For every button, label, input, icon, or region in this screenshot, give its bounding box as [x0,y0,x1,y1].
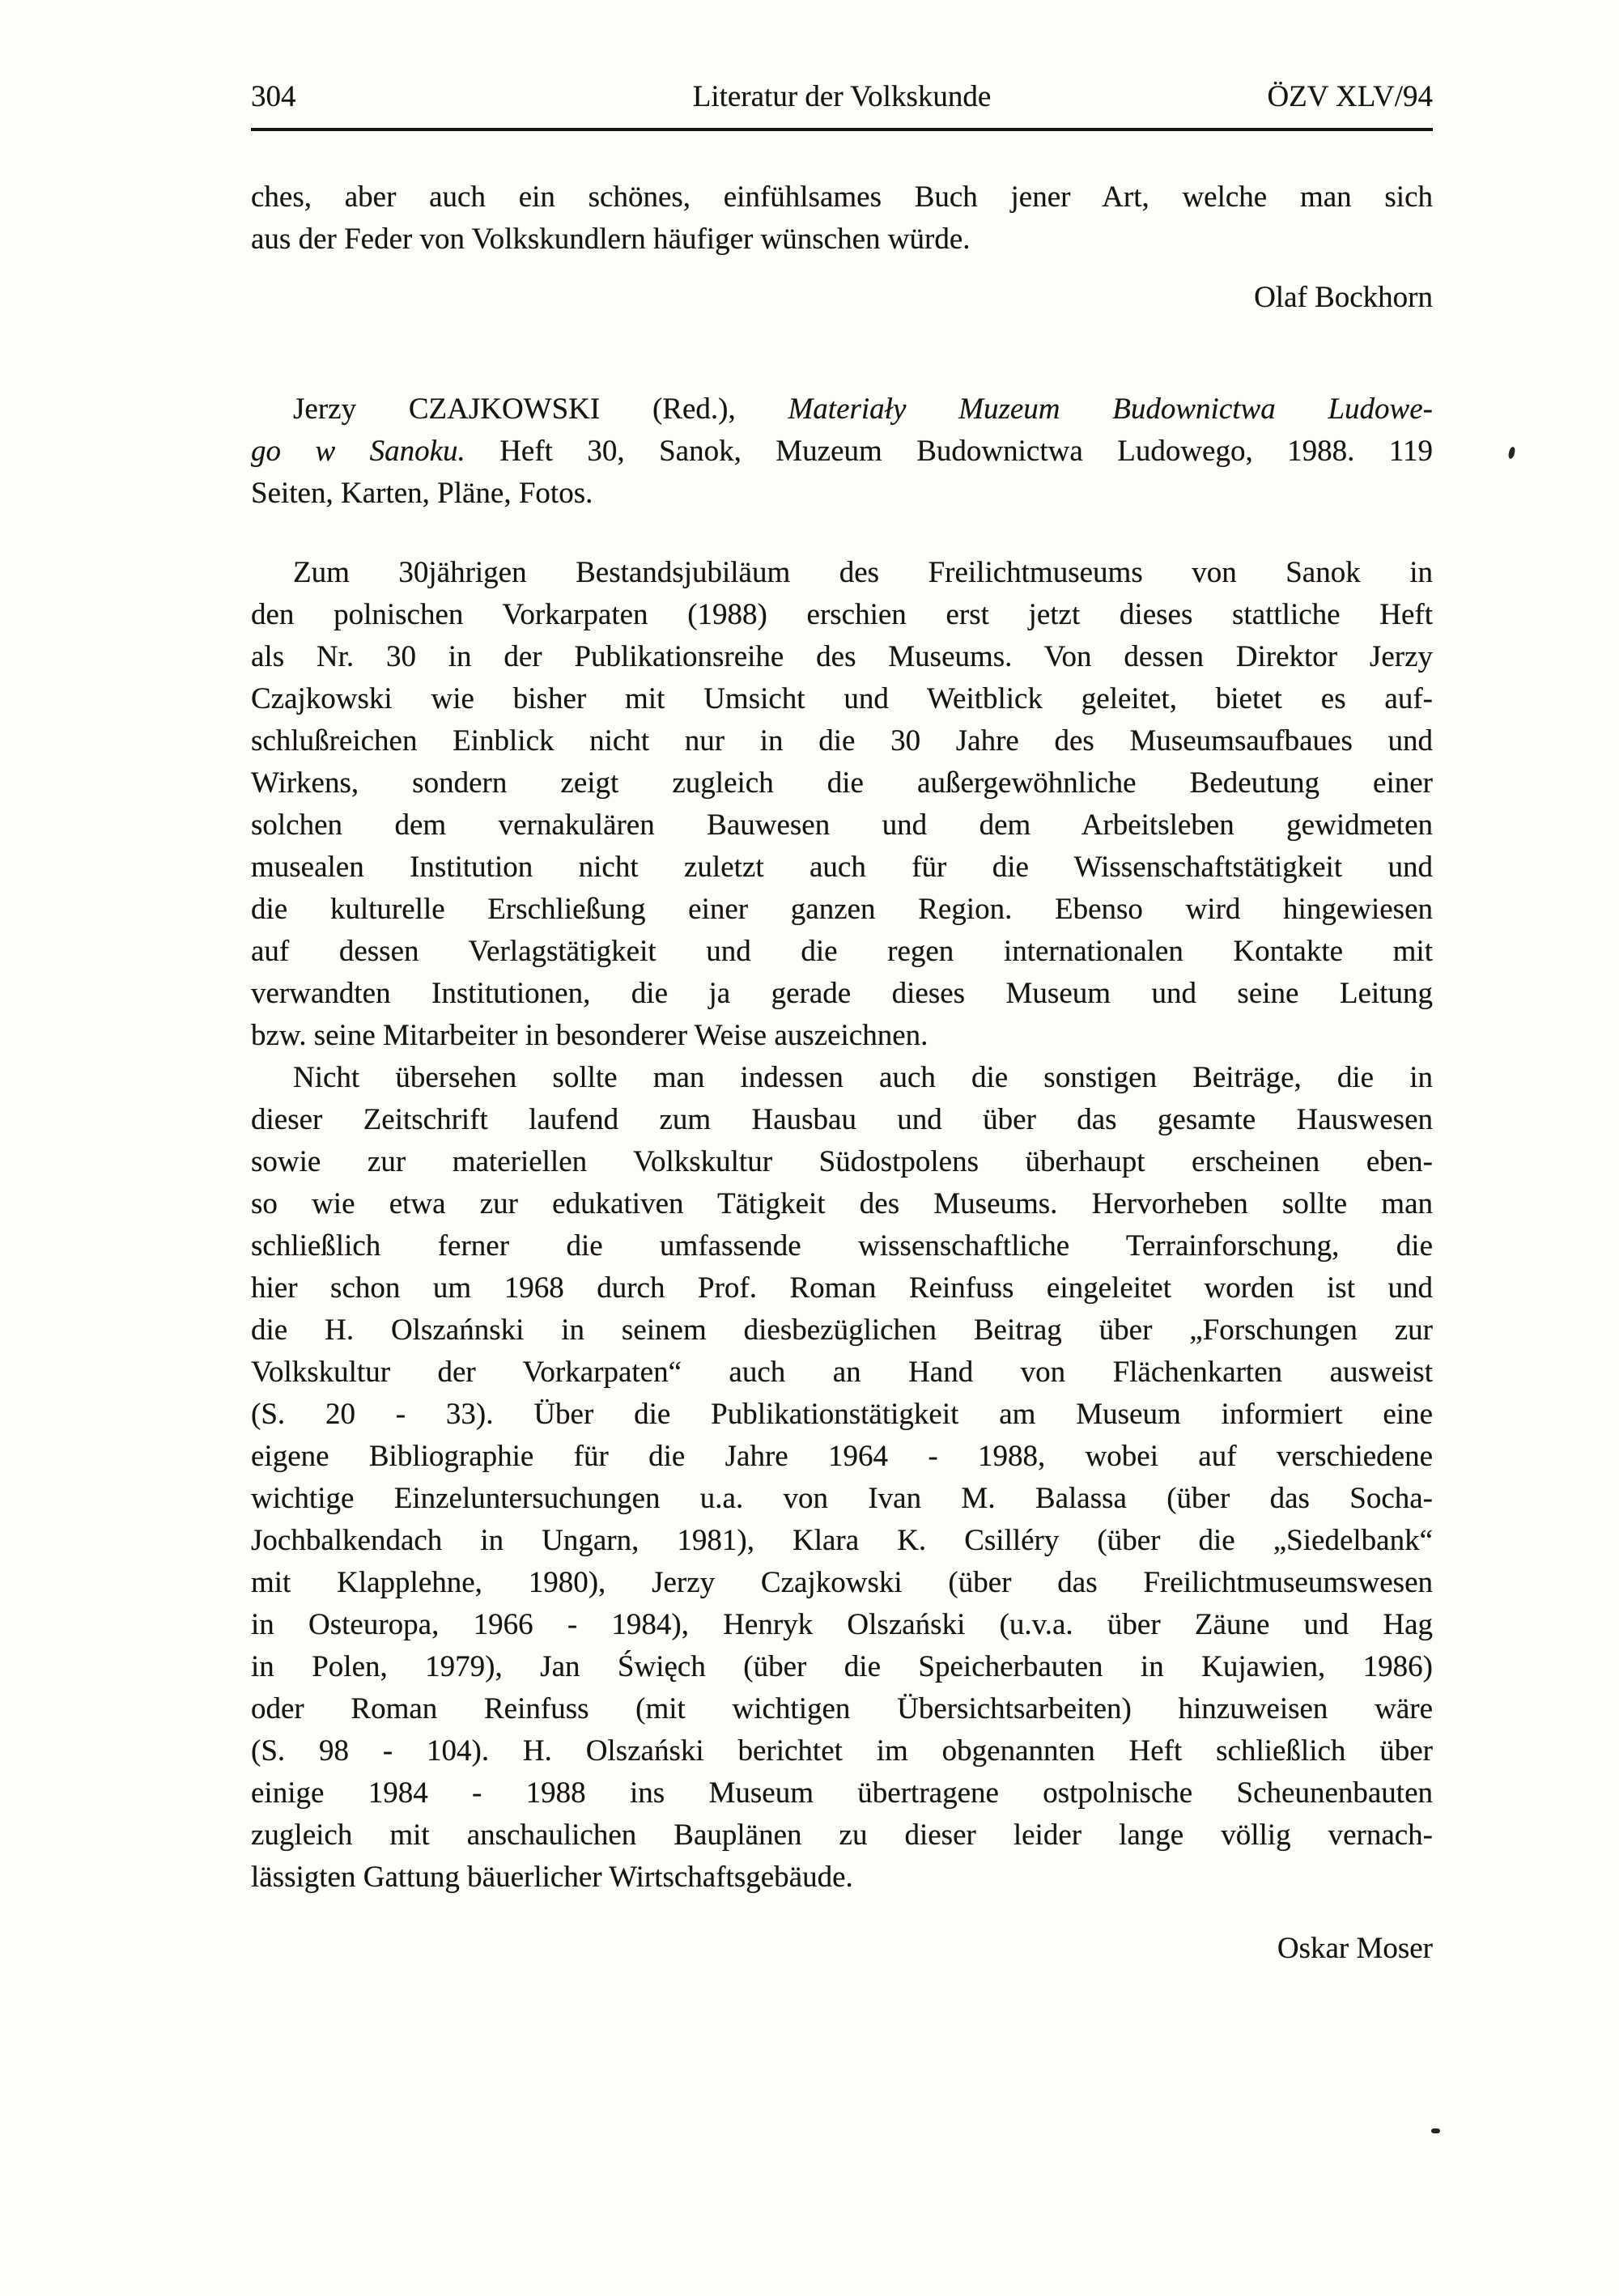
text-line: hier schon um 1968 durch Prof. Roman Reinfuss eingeleitet worden ist und [251,1271,1433,1305]
text-line: eigene Bibliographie für die Jahre 1964 - 1988, wobei auf verschiedene [251,1440,1433,1473]
italic-title-text: Materiały Muzeum Budownictwa Ludowe- [788,393,1433,426]
text-line: so wie etwa zur edukativen Tätigkeit des Museums. Hervorheben sollte man [251,1187,1433,1220]
text-line: dieser Zeitschrift laufend zum Hausbau und über das gesamte Hauswesen [251,1103,1433,1136]
text-line: in Polen, 1979), Jan Święch (über die Speicherbauten in Kujawien, 1986) [251,1650,1433,1683]
intro-paragraph-continuation [251,176,1433,261]
text-line: oder Roman Reinfuss (mit wichtigen Übersichtsarbeiten) hinzuweisen wäre [251,1692,1433,1725]
text-line: einige 1984 - 1988 ins Museum übertragene ostpolnische Scheunenbauten [251,1776,1433,1810]
reviewer-signature-bockhorn: Olaf Bockhorn [1254,281,1433,314]
text-line: Wirkens, sondern zeigt zugleich die außergewöhnliche Bedeutung einer [251,766,1433,800]
text-line: in Osteuropa, 1966 - 1984), Henryk Olszański (u.v.a. über Zäune und Hag [251,1608,1433,1641]
journal-reference: ÖZV XLV/94 [1267,80,1433,113]
text-line: (S. 98 - 104). H. Olszański berichtet im obgenannten Heft schließlich über [251,1734,1433,1768]
text-line: als Nr. 30 in der Publikationsreihe des Museums. Von dessen Direktor Jerzy [251,640,1433,673]
review-paragraph-2 [251,1057,1433,1899]
text-run: Seiten, Karten, Pläne, Fotos. [251,477,593,510]
text-line: schlußreichen Einblick nicht nur in die 30 Jahre des Museumsaufbaues und [251,724,1433,758]
text-line: sowie zur materiellen Volkskultur Südostpolens überhaupt erscheinen eben- [251,1145,1433,1178]
book-citation-paragraph [251,388,1433,515]
review-paragraph-1 [251,552,1433,1057]
text-line: verwandten Institutionen, die ja gerade dieses Museum und seine Leitung [251,977,1433,1010]
text-line: (S. 20 - 33). Über die Publikationstätigkeit am Museum informiert eine [251,1398,1433,1431]
text-line: wichtige Einzeluntersuchungen u.a. von Ivan M. Balassa (über das Socha- [251,1482,1433,1515]
text-line: bzw. seine Mitarbeiter in besonderer Weise auszeichnen. [251,1019,928,1052]
text-line: Zum 30jährigen Bestandsjubiläum des Freilichtmuseums von Sanok in [293,556,1433,589]
text-line [251,388,1433,431]
text-line [251,431,1433,473]
text-line: aus der Feder von Volkskundlern häufiger wünschen würde. [251,223,971,256]
text-line: Jochbalkendach in Ungarn, 1981), Klara K. Csilléry (über die „Siedelbank“ [251,1524,1433,1557]
running-title: Literatur der Volkskunde [692,80,992,113]
text-line: lässigten Gattung bäuerlicher Wirtschaftsgebäude. [251,1861,853,1894]
text-line [251,473,1433,515]
running-header [251,79,1433,115]
text-line: solchen dem vernakulären Bauwesen und dem Arbeitsleben gewidmeten [251,808,1433,842]
text-line: ches, aber auch ein schönes, einfühlsames Buch jener Art, welche man sich [251,180,1433,214]
text-line: zugleich mit anschaulichen Bauplänen zu dieser leider lange völlig vernach- [251,1819,1433,1852]
text-line: die H. Olszańnski in seinem diesbezüglichen Beitrag über „Forschungen zur [251,1314,1433,1347]
reviewer-signature-moser: Oskar Moser [1277,1932,1433,1965]
text-run: Heft 30, Sanok, Muzeum Budownictwa Ludowego, 1988. 119 [465,435,1433,468]
text-line: auf dessen Verlagstätigkeit und die regen internationalen Kontakte mit [251,935,1433,968]
scan-artifact-ink-dot [1431,2128,1440,2133]
header-rule [251,128,1433,131]
text-line: musealen Institution nicht zuletzt auch für die Wissenschaftstätigkeit und [251,851,1433,884]
scan-artifact-ink-comma [1507,446,1515,459]
text-line: den polnischen Vorkarpaten (1988) erschien erst jetzt dieses stattliche Heft [251,598,1433,631]
text-line: Nicht übersehen sollte man indessen auch die sonstigen Beiträge, die in [293,1061,1433,1094]
text-run: Jerzy CZAJKOWSKI (Red.), [293,393,788,426]
text-line: schließlich ferner die umfassende wissenschaftliche Terrainforschung, die [251,1229,1433,1263]
page-number: 304 [251,80,296,113]
text-line: Czajkowski wie bisher mit Umsicht und Weitblick geleitet, bietet es auf- [251,682,1433,715]
text-line: mit Klapplehne, 1980), Jerzy Czajkowski (über das Freilichtmuseumswesen [251,1566,1433,1599]
text-line: Volkskultur der Vorkarpaten“ auch an Hand von Flächenkarten ausweist [251,1356,1433,1389]
text-line: die kulturelle Erschließung einer ganzen Region. Ebenso wird hingewiesen [251,893,1433,926]
italic-title-text: go w Sanoku. [251,435,465,468]
